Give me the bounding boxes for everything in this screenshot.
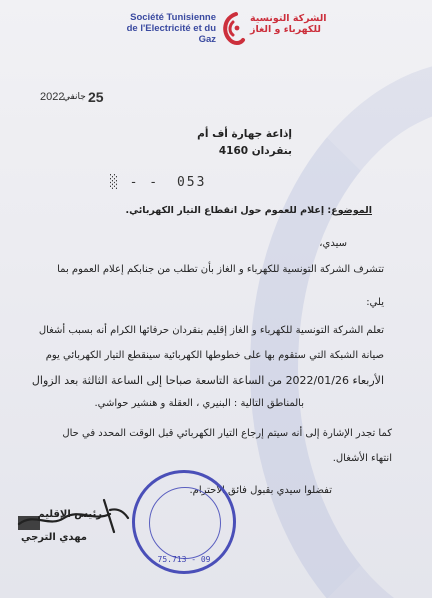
body-line-8: انتهاء الأشغال. bbox=[332, 453, 392, 464]
body-line-1: تتشرف الشركة التونسية للكهرباء و الغاز بأن تطلب من جنابكم إعلام العموم بما bbox=[57, 264, 384, 275]
subject-text: : إعلام للعموم حول انقطاع التيار الكهربائي. bbox=[125, 205, 332, 216]
closing-line: تفضلوا سيدي بقبول فائق الاحترام. bbox=[189, 485, 332, 496]
subject-label: الموضوع bbox=[331, 205, 372, 216]
reference-value: 053 bbox=[176, 175, 207, 190]
company-name-ar-line2: للكهرباء و الغاز bbox=[250, 24, 321, 35]
signatory-title: رئيس الإقليم bbox=[37, 509, 102, 520]
company-name-ar bbox=[250, 13, 342, 35]
body-line-4: صيانة الشبكة التي ستقوم بها على خطوطها الكهربائية سينقطع التيار الكهربائي يوم bbox=[45, 350, 384, 361]
official-stamp bbox=[132, 470, 236, 574]
body-line-6: بالمناطق التالية : البنيري ، العقلة و هنشير حواشي. bbox=[94, 398, 304, 409]
subject-line bbox=[125, 205, 372, 216]
signatory-name: مهدي الترجي bbox=[20, 532, 87, 543]
company-name-fr bbox=[124, 12, 216, 45]
handwritten-signature-icon bbox=[14, 492, 134, 552]
steg-logo-icon bbox=[216, 10, 246, 50]
date-day: 25 bbox=[88, 89, 104, 105]
company-name-ar-line1: الشركة التونسية bbox=[250, 13, 327, 24]
addressee-line2: بنقردان 4160 bbox=[218, 145, 292, 157]
greeting: سيدي، bbox=[319, 238, 347, 249]
reference-prefix: ░ - - bbox=[110, 175, 160, 190]
stamp-number: 75.713 - 09 bbox=[157, 555, 211, 564]
company-name-fr-line2: de l'Electricité et du Gaz bbox=[126, 23, 216, 45]
stamp-inner-ring bbox=[149, 487, 221, 559]
date-month: جانفي bbox=[63, 92, 86, 102]
reference-number bbox=[110, 175, 206, 190]
body-line-2: يلي: bbox=[366, 297, 384, 308]
body-line-7: كما تجدر الإشارة إلى أنه سيتم إرجاع التيار الكهربائي قبل الوقت المحدد في حال bbox=[62, 428, 392, 439]
body-line-5: الأربعاء 2022/01/26 من الساعة التاسعة صباحا إلى الساعة الثالثة بعد الزوال bbox=[31, 374, 384, 387]
company-name-fr-line1: Société Tunisienne bbox=[130, 12, 216, 23]
date-year: 2022 bbox=[40, 91, 65, 103]
addressee-line1: إذاعة جهارة أف أم bbox=[197, 128, 292, 140]
body-line-3: تعلم الشركة التونسية للكهرباء و الغاز إقليم بنقردان حرفائها الكرام أنه بسبب أشغال bbox=[38, 325, 384, 336]
